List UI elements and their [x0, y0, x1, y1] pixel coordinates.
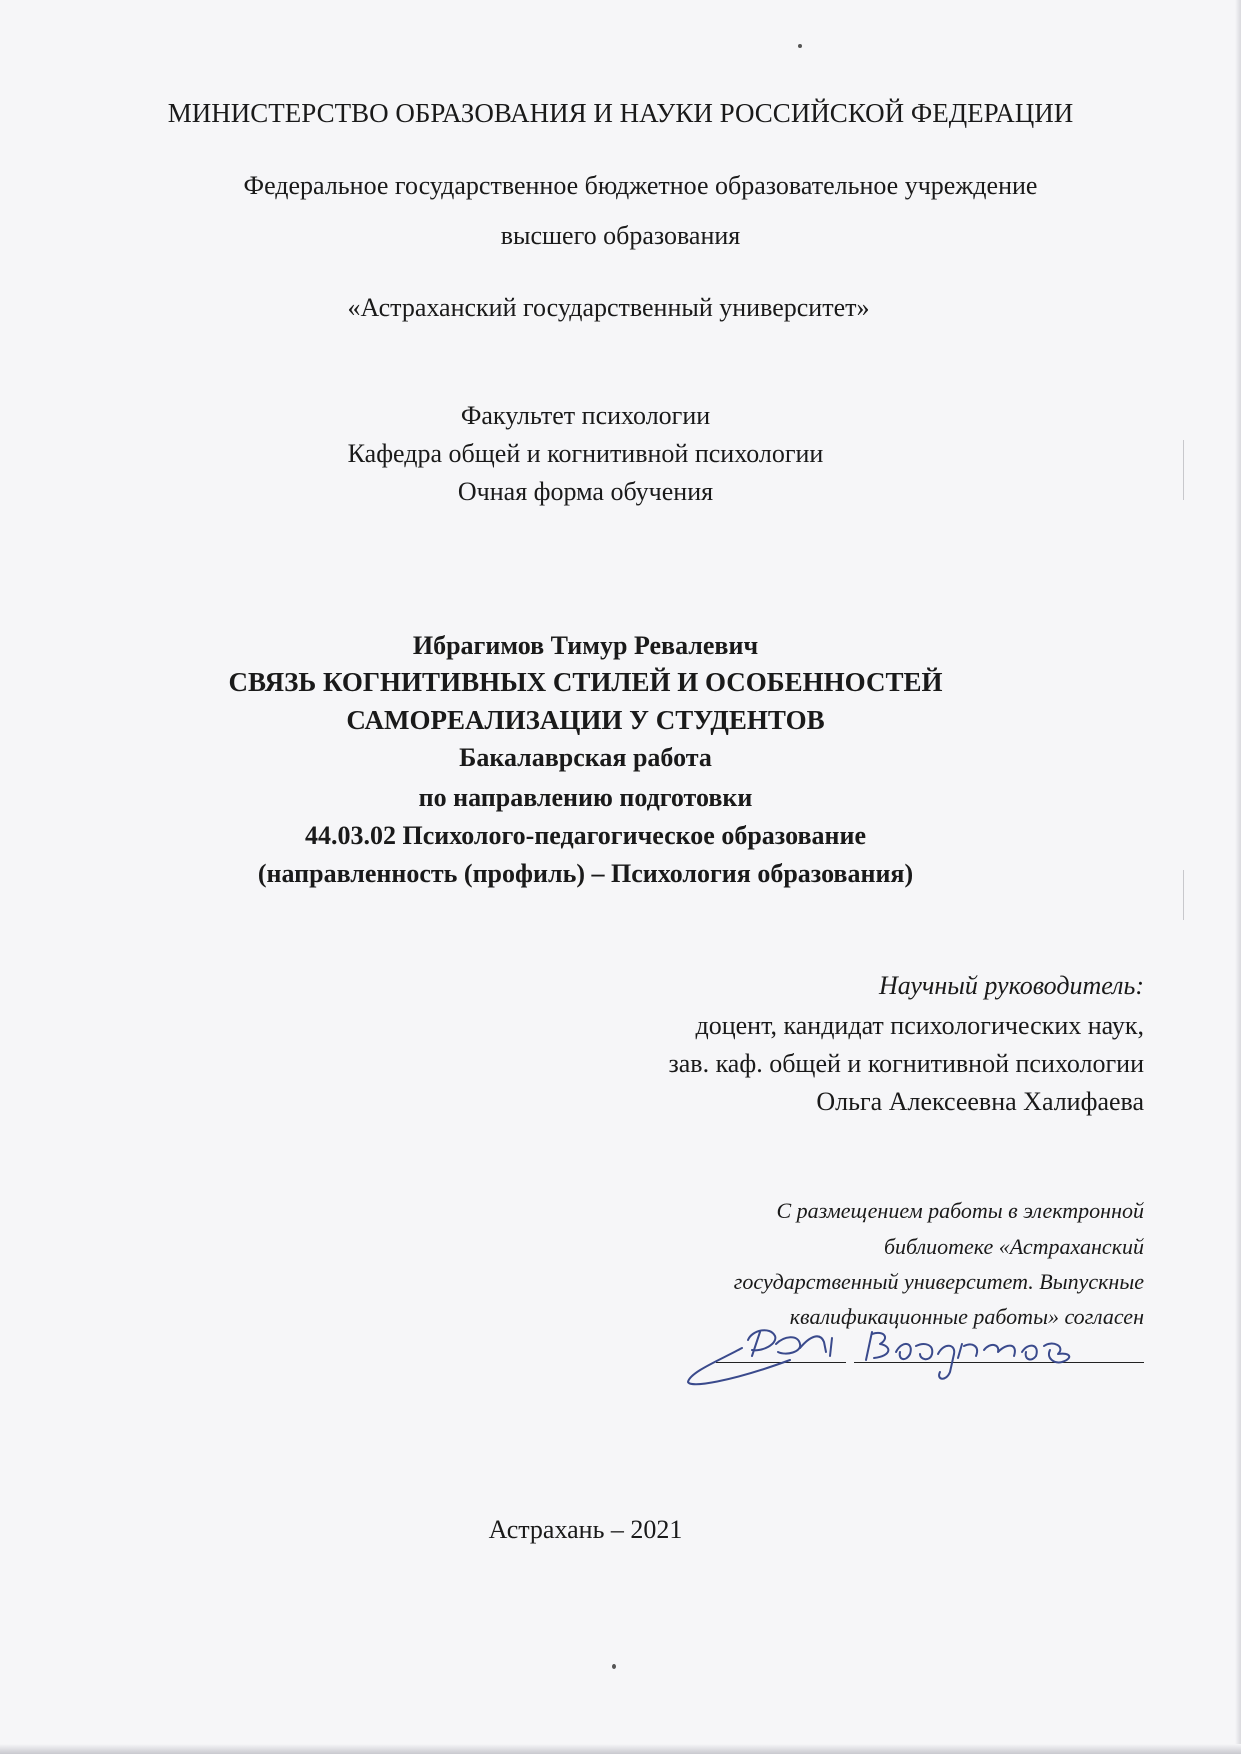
direction: 44.03.02 Психолого-педагогическое образование	[305, 821, 866, 850]
thesis-title-line-1: СВЯЗЬ КОГНИТИВНЫХ СТИЛЕЙ И ОСОБЕННОСТЕЙ	[228, 667, 943, 697]
consent-line-2: библиотеке «Астраханский	[883, 1234, 1144, 1259]
institution-line-1: Федеральное государственное бюджетное образовательное учреждение	[243, 171, 1038, 200]
thesis-title-line-2: САМОРЕАЛИЗАЦИИ У СТУДЕНТОВ	[346, 705, 825, 735]
author-name: Ибрагимов Тимур Ревалевич	[412, 631, 759, 660]
supervisor-position: зав. каф. общей и когнитивной психологии	[668, 1049, 1144, 1078]
consent-line-4: квалификационные работы» согласен	[789, 1304, 1144, 1329]
direction-label: по направлению подготовки	[418, 783, 753, 812]
supervisor-name: Ольга Алексеевна Халифаева	[816, 1087, 1144, 1116]
work-type: Бакалаврская работа	[459, 743, 712, 772]
chair: Кафедра общей и когнитивной психологии	[347, 439, 824, 468]
consent-line-3: государственный университет. Выпускные	[733, 1269, 1144, 1294]
university-name: «Астраханский государственный университет»	[347, 293, 870, 322]
city-year: Астрахань – 2021	[488, 1515, 683, 1544]
consent-line-1: С размещением работы в электронной	[776, 1198, 1144, 1223]
ministry-heading: МИНИСТЕРСТВО ОБРАЗОВАНИЯ И НАУКИ РОССИЙСКОЙ ФЕДЕРАЦИИ	[167, 98, 1074, 128]
supervisor-degree: доцент, кандидат психологических наук,	[695, 1011, 1144, 1040]
study-form: Очная форма обучения	[457, 477, 714, 506]
profile: (направленность (профиль) – Психология образования)	[257, 859, 914, 888]
faculty: Факультет психологии	[460, 401, 711, 430]
institution-line-2: высшего образования	[500, 221, 741, 250]
supervisor-label: Научный руководитель:	[878, 971, 1144, 1000]
